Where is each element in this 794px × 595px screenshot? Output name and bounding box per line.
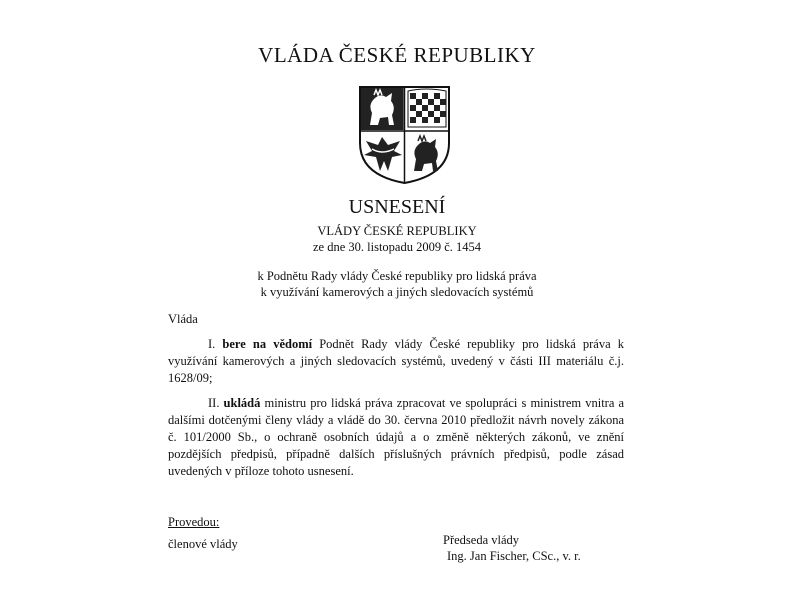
executors: členové vlády bbox=[168, 537, 238, 551]
executed-label: Provedou: bbox=[168, 515, 220, 529]
item-2-text: ministru pro lidská práva zpracovat ve spolupráci s ministrem vnitra a dalšími dotčenými členy vlády a vládě do 30. června 2010 předložit návrh novely zákona č. 101/2000 Sb., o ochraně osobních údajů a o změně některých zákonů, ve znění pozdějších předpisů, případně dalších příslušných právních předpisů, podle zásad uvedených v příloze tohoto usnesení. bbox=[168, 396, 625, 478]
item-1-text: Podnět Rady vlády České republiky pro lidská práva k využívání kamerových a jiných sledovacích systémů, uvedený v části III materiálu č.j. 1628/09; bbox=[168, 337, 625, 385]
resolution-date-number: ze dne 30. listopadu 2009 č. 1454 bbox=[312, 240, 482, 254]
coat-of-arms-icon bbox=[358, 85, 451, 185]
item-1-number: I. bbox=[208, 337, 216, 351]
item-1-keyword: bere na vědomí bbox=[222, 337, 313, 351]
item-2-keyword: ukládá bbox=[223, 396, 261, 410]
resolution-item-1 bbox=[168, 336, 624, 387]
chair-title: Předseda vlády bbox=[443, 533, 520, 547]
subject-line-2: k využívání kamerových a jiných sledovacích systémů bbox=[260, 285, 534, 299]
subject-line-1: k Podnětu Rady vlády České republiky pro lidská práva bbox=[257, 269, 537, 283]
government-title: VLÁDA ČESKÉ REPUBLIKY bbox=[258, 43, 536, 67]
resolution-item-2 bbox=[168, 395, 624, 480]
item-2-number: II. bbox=[208, 396, 220, 410]
chair-name: Ing. Jan Fischer, CSc., v. r. bbox=[447, 549, 581, 563]
resolution-issuer: VLÁDY ČESKÉ REPUBLIKY bbox=[317, 224, 477, 238]
opening-word: Vláda bbox=[168, 312, 198, 326]
resolution-heading: USNESENÍ bbox=[348, 196, 446, 218]
